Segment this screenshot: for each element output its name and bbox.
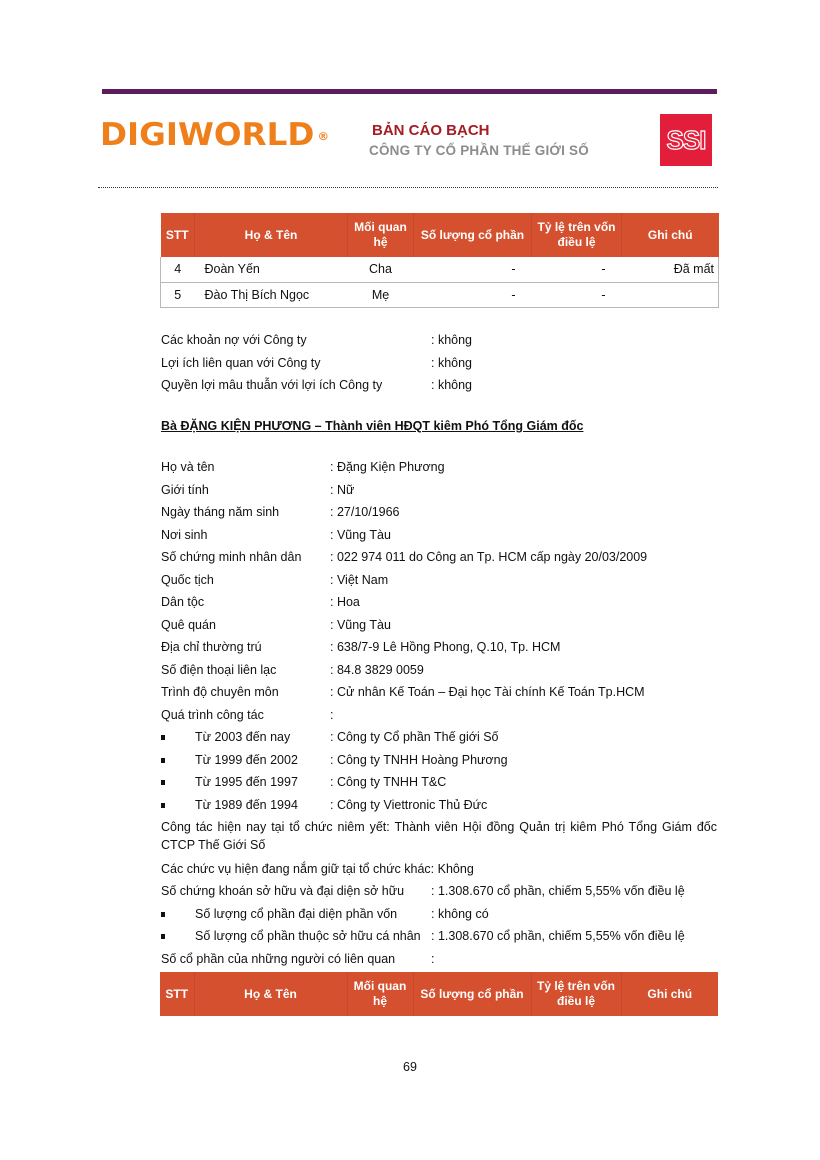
header-ratio: Tỷ lệ trên vốn điều lệ [532,213,622,257]
company-name: CÔNG TY CỔ PHẦN THẾ GIỚI SỐ [369,143,589,158]
header-relation: Mối quan hệ [347,972,413,1016]
profile-value: : 638/7-9 Lê Hồng Phong, Q.10, Tp. HCM [330,640,561,654]
cell-shares: - [414,282,532,307]
related-interest-label: Lợi ích liên quan với Công ty [161,356,321,370]
bullet-icon [161,912,165,917]
profile-value: : Cử nhân Kế Toán – Đại học Tài chính Kế Toán Tp.HCM [330,685,645,699]
profile-value: : [330,708,334,722]
conflict-interest-value: : không [431,378,473,392]
cell-stt: 5 [161,282,195,307]
related-shares-value: : [431,952,435,966]
current-position-text: Công tác hiện nay tại tổ chức niêm yết: Thành viên Hội đồng Quản trị kiêm Phó Tổng Giám đốc CTCP Thế Giới Số [161,820,717,852]
bullet-icon [161,934,165,939]
holdings-item-value: : 1.308.670 cổ phần, chiếm 5,55% vốn điều lệ [431,929,685,943]
header-stt: STT [160,972,194,1016]
related-shares-label: Số cổ phần của những người có liên quan [161,952,396,966]
bullet-icon [161,803,165,808]
bullet-icon [161,735,165,740]
cell-shares: - [414,257,532,282]
holdings-total-value: : 1.308.670 cổ phần, chiếm 5,55% vốn điều lệ [431,884,685,898]
header-note: Ghi chú [622,213,719,257]
related-interest-value: : không [431,356,473,370]
profile-value: : Việt Nam [330,573,389,587]
section-heading: Bà ĐẶNG KIỆN PHƯƠNG – Thành viên HĐQT kiêm Phó Tổng Giám đốc [161,419,584,433]
profile-value: : 27/10/1966 [330,505,400,519]
header-name: Họ & Tên [195,213,348,257]
cell-ratio: - [532,257,622,282]
profile-label: Số chứng minh nhân dân [161,550,302,564]
header-dotted-divider [98,187,718,188]
header-name: Họ & Tên [194,972,347,1016]
work-period: Từ 2003 đến nay [195,730,291,744]
header-relation: Mối quan hệ [348,213,414,257]
profile-label: Địa chỉ thường trú [161,640,262,654]
profile-label: Số điện thoại liên lạc [161,663,277,677]
profile-value: : Hoa [330,595,360,609]
work-period: Từ 1995 đến 1997 [195,775,298,789]
table-header-row [161,213,719,257]
holdings-item-label: Số lượng cổ phần thuộc sở hữu cá nhân [195,929,421,943]
work-company: : Công ty TNHH Hoàng Phương [330,753,508,767]
digiworld-logo: DIGIWORLD ® [100,117,330,153]
header-shares: Số lượng cổ phần [413,972,531,1016]
debts-label: Các khoản nợ với Công ty [161,333,307,347]
profile-label: Họ và tên [161,460,215,474]
profile-label: Nơi sinh [161,528,208,542]
holdings-item-value: : không có [431,907,489,921]
profile-value: : 84.8 3829 0059 [330,663,424,677]
cell-relation: Cha [348,257,414,282]
cell-relation: Mẹ [348,282,414,307]
profile-value: : Nữ [330,483,355,497]
work-period: Từ 1999 đến 2002 [195,753,298,767]
conflict-interest-label: Quyền lợi mâu thuẫn với lợi ích Công ty [161,378,383,392]
profile-label: Giới tính [161,483,209,497]
work-company: : Công ty Viettronic Thủ Đức [330,798,488,812]
profile-value: : 022 974 011 do Công an Tp. HCM cấp ngày 20/03/2009 [330,550,648,564]
table-row [161,282,719,307]
work-company: : Công ty TNHH T&C [330,775,447,789]
profile-label: Dân tộc [161,595,205,609]
cell-name: Đoàn Yến [195,257,348,282]
cell-name: Đào Thị Bích Ngọc [195,282,348,307]
bullet-icon [161,780,165,785]
profile-label: Quá trình công tác [161,708,264,722]
bullet-icon [161,758,165,763]
holdings-item-label: Số lượng cổ phần đại diện phần vốn [195,907,398,921]
profile-label: Quê quán [161,618,216,632]
header-ratio: Tỷ lệ trên vốn điều lệ [531,972,621,1016]
document-title: BẢN CÁO BẠCH [372,122,490,139]
table-header-row [160,972,718,1016]
cell-stt: 4 [161,257,195,282]
cell-note [622,282,719,307]
work-period: Từ 1989 đến 1994 [195,798,298,812]
profile-value: : Vũng Tàu [330,618,391,632]
cell-ratio: - [532,282,622,307]
header-shares: Số lượng cổ phần [414,213,532,257]
table-row [161,257,719,282]
profile-label: Quốc tịch [161,573,214,587]
related-persons-table [160,972,718,1016]
header-stt: STT [161,213,195,257]
profile-value: : Vũng Tàu [330,528,391,542]
cell-note: Đã mất [622,257,719,282]
header-note: Ghi chú [621,972,718,1016]
ssi-logo: SSI [660,114,712,166]
work-company: : Công ty Cổ phần Thế giới Số [330,730,499,744]
other-positions-text: Các chức vụ hiện đang nắm giữ tại tổ chức khác: Không [161,862,474,876]
page-number: 69 [403,1060,417,1074]
header-top-rule [102,89,717,94]
holdings-total-label: Số chứng khoán sở hữu và đại diện sở hữu [161,884,405,898]
profile-label: Trình độ chuyên môn [161,685,279,699]
debts-value: : không [431,333,473,347]
related-persons-table-previous [160,213,719,308]
profile-value: : Đặng Kiện Phương [330,460,445,474]
profile-label: Ngày tháng năm sinh [161,505,280,519]
